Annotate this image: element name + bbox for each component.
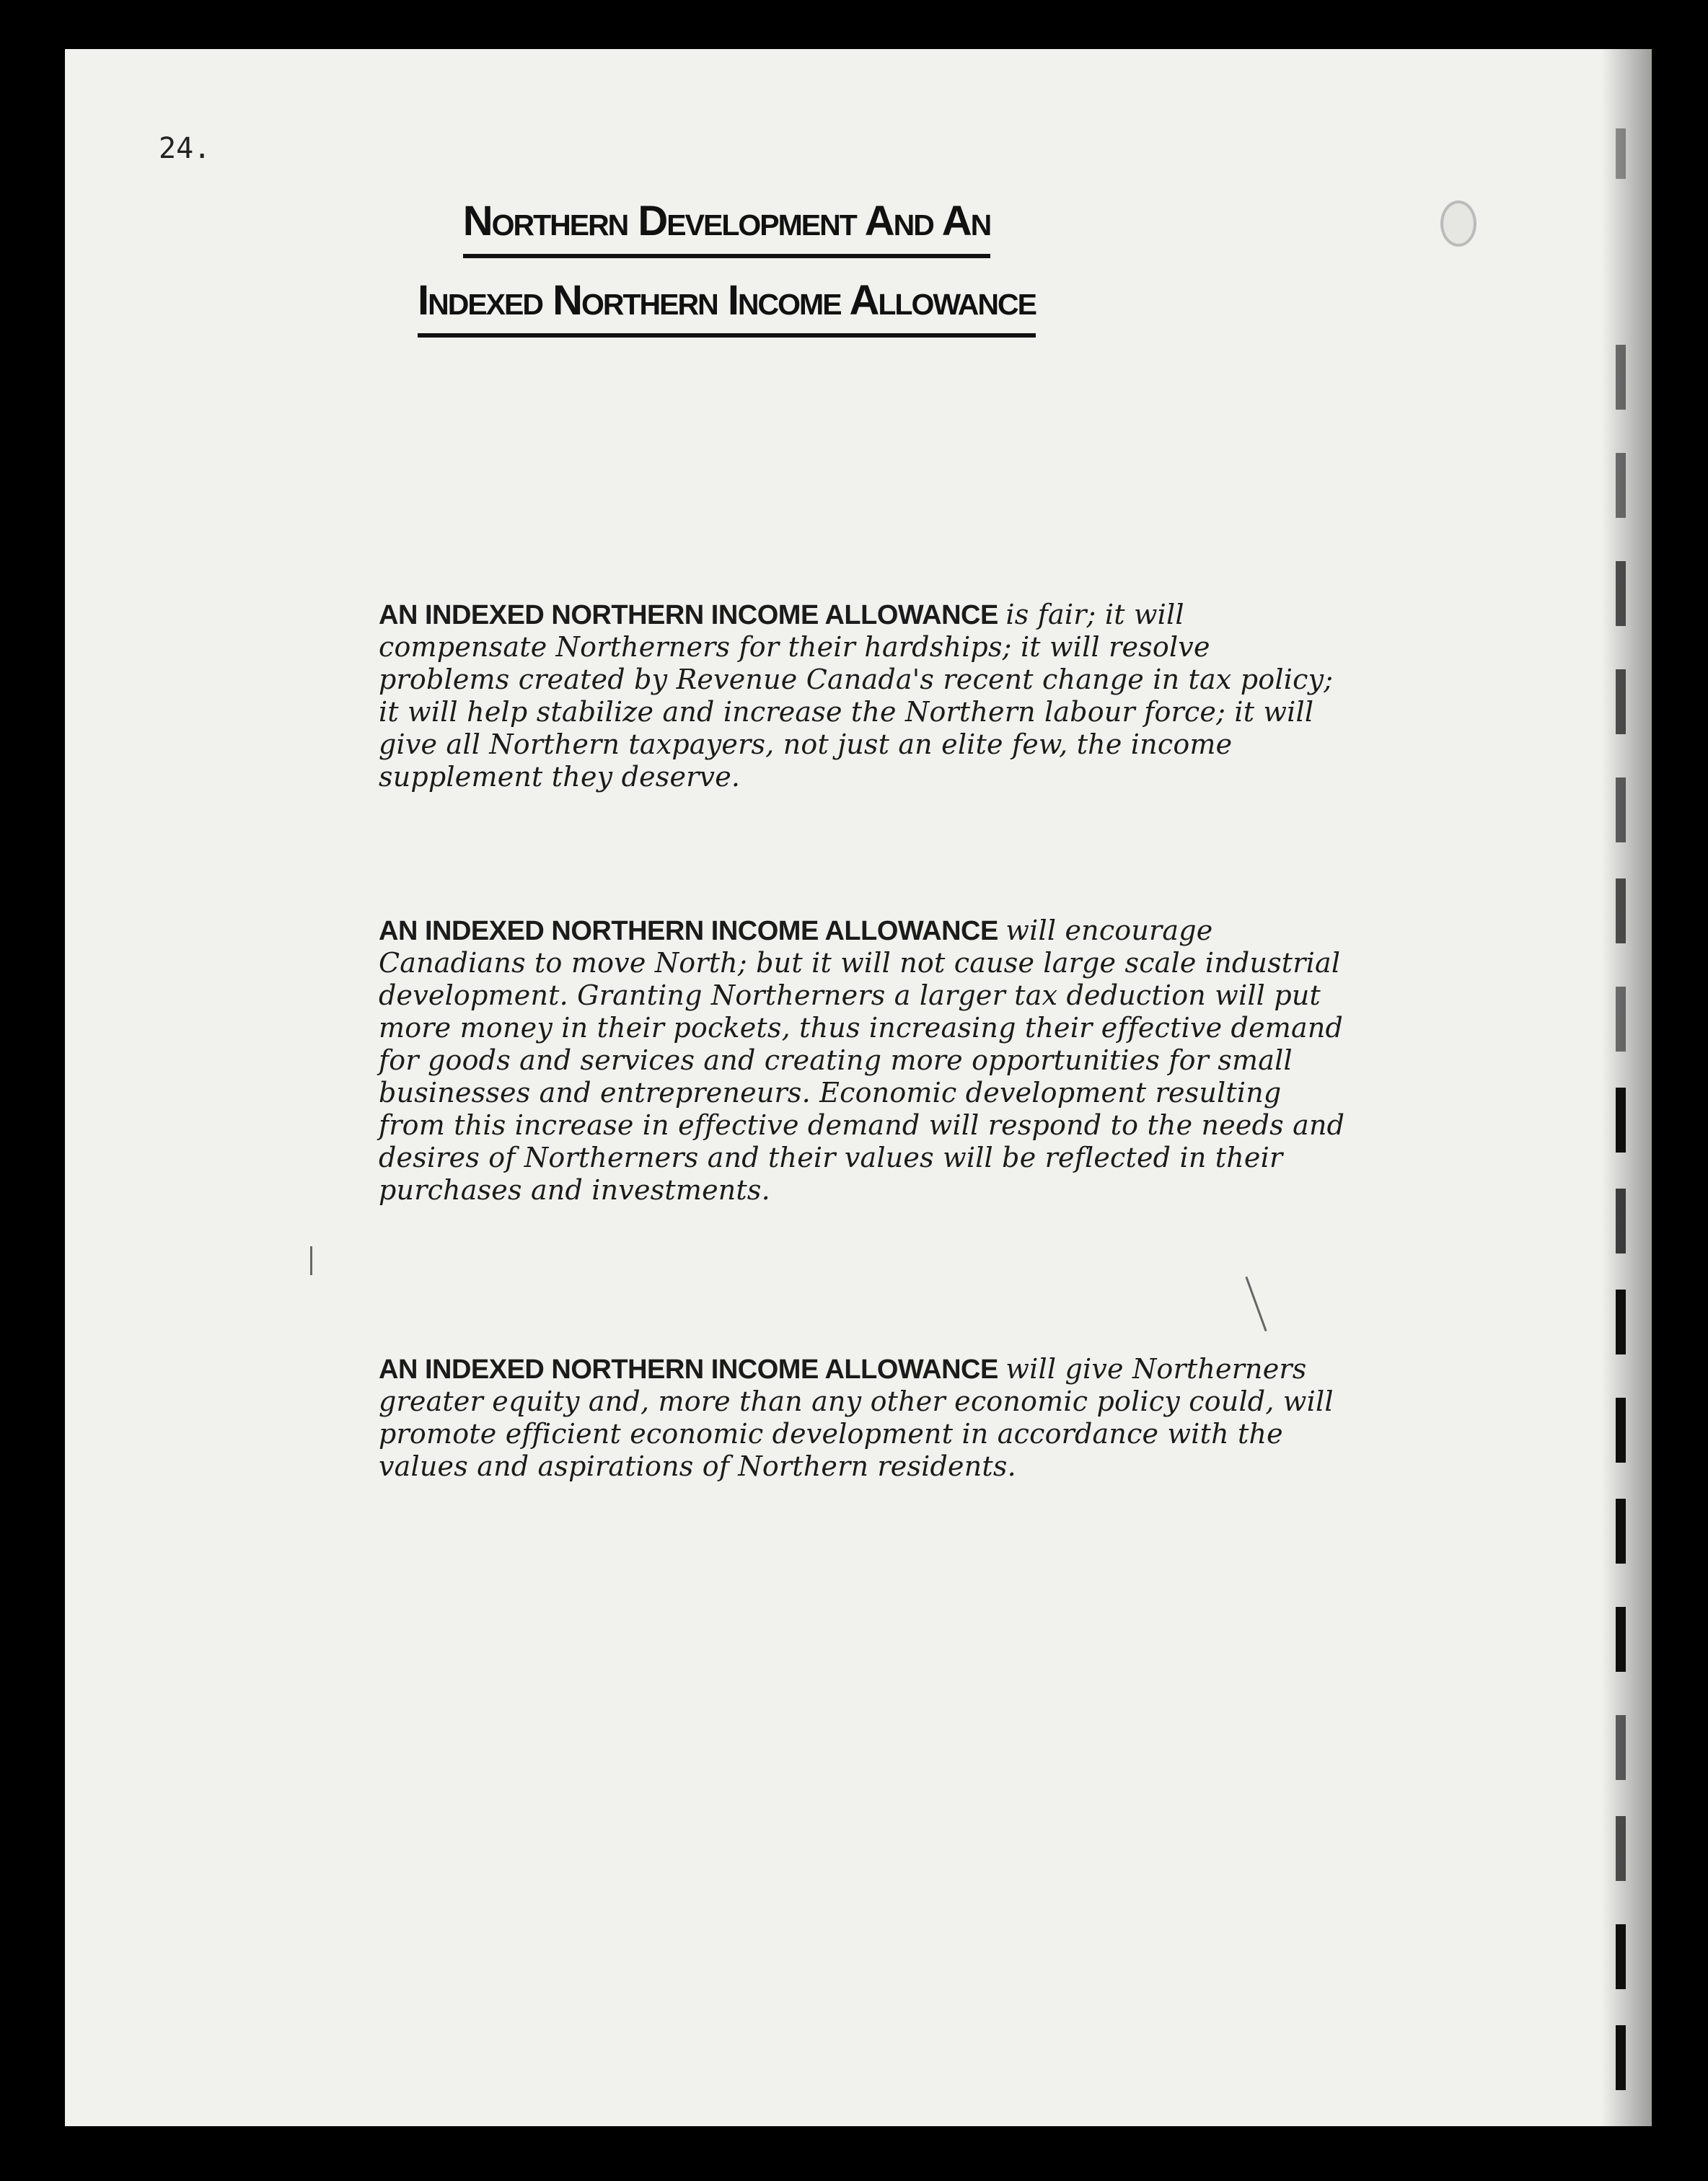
binding-mark: [1616, 1816, 1626, 1881]
scan-mark: [310, 1246, 312, 1275]
page-title-line-1-text: Northern Development And An: [463, 197, 991, 258]
binding-mark: [1616, 987, 1626, 1052]
binding-mark: [1616, 345, 1626, 410]
binding-mark: [1616, 1088, 1626, 1153]
binding-mark: [1616, 561, 1626, 626]
paragraph-2: [379, 915, 1345, 1207]
paragraph-3: [379, 1353, 1345, 1483]
paragraph-1-text: is fair; it will compensate Northerners for their hardships; it will resolve problems created by Revenue Canada's recent change in tax policy; it will help stabilize and increase the Northern labour force; it will give all Northern taxpayers, not just an elite few, the income supplement they deserve.: [379, 599, 1334, 793]
binding-mark: [1616, 1189, 1626, 1253]
binding-mark: [1616, 1715, 1626, 1780]
page-number: 24.: [159, 132, 211, 165]
scan-mark: [1245, 1277, 1267, 1331]
paragraph-1-lead: AN INDEXED NORTHERN INCOME ALLOWANCE: [379, 600, 998, 630]
binding-mark: [1616, 1290, 1626, 1354]
page-title-line-2: [65, 276, 1388, 338]
binding-mark: [1616, 669, 1626, 734]
page-title-line-2-text: Indexed Northern Income Allowance: [418, 276, 1036, 338]
binding-mark: [1616, 1924, 1626, 1989]
binding-mark: [1616, 777, 1626, 842]
punch-hole: [1440, 201, 1476, 247]
binding-mark: [1616, 1499, 1626, 1564]
binding-mark: [1616, 128, 1626, 179]
paragraph-1: [379, 599, 1345, 793]
paragraph-2-text: will encourage Canadians to move North; but it will not cause large scale industrial development. Granting Northerners a larger tax deduction will put more money in their pockets, thus increasing their effective demand for goods and services and creating more opportunities for small businesses and entrepreneurs. Economic development resulting from this increase in effective demand will respond to the needs and desires of Northerners and their values will be reflected in their purchases and investments.: [379, 915, 1345, 1206]
document-page: [65, 49, 1652, 2126]
binding-mark: [1616, 1607, 1626, 1672]
paragraph-2-lead: AN INDEXED NORTHERN INCOME ALLOWANCE: [379, 916, 998, 946]
binding-mark: [1616, 878, 1626, 943]
page-title-line-1: [65, 197, 1388, 258]
binding-mark: [1616, 1398, 1626, 1463]
paragraph-3-lead: AN INDEXED NORTHERN INCOME ALLOWANCE: [379, 1354, 998, 1385]
paragraph-3-text: will give Northerners greater equity and, more than any other economic policy could, will promote efficient economic development in accordance with the values and aspirations of Northern residents.: [379, 1353, 1334, 1482]
binding-mark: [1616, 2025, 1626, 2090]
binding-mark: [1616, 453, 1626, 518]
